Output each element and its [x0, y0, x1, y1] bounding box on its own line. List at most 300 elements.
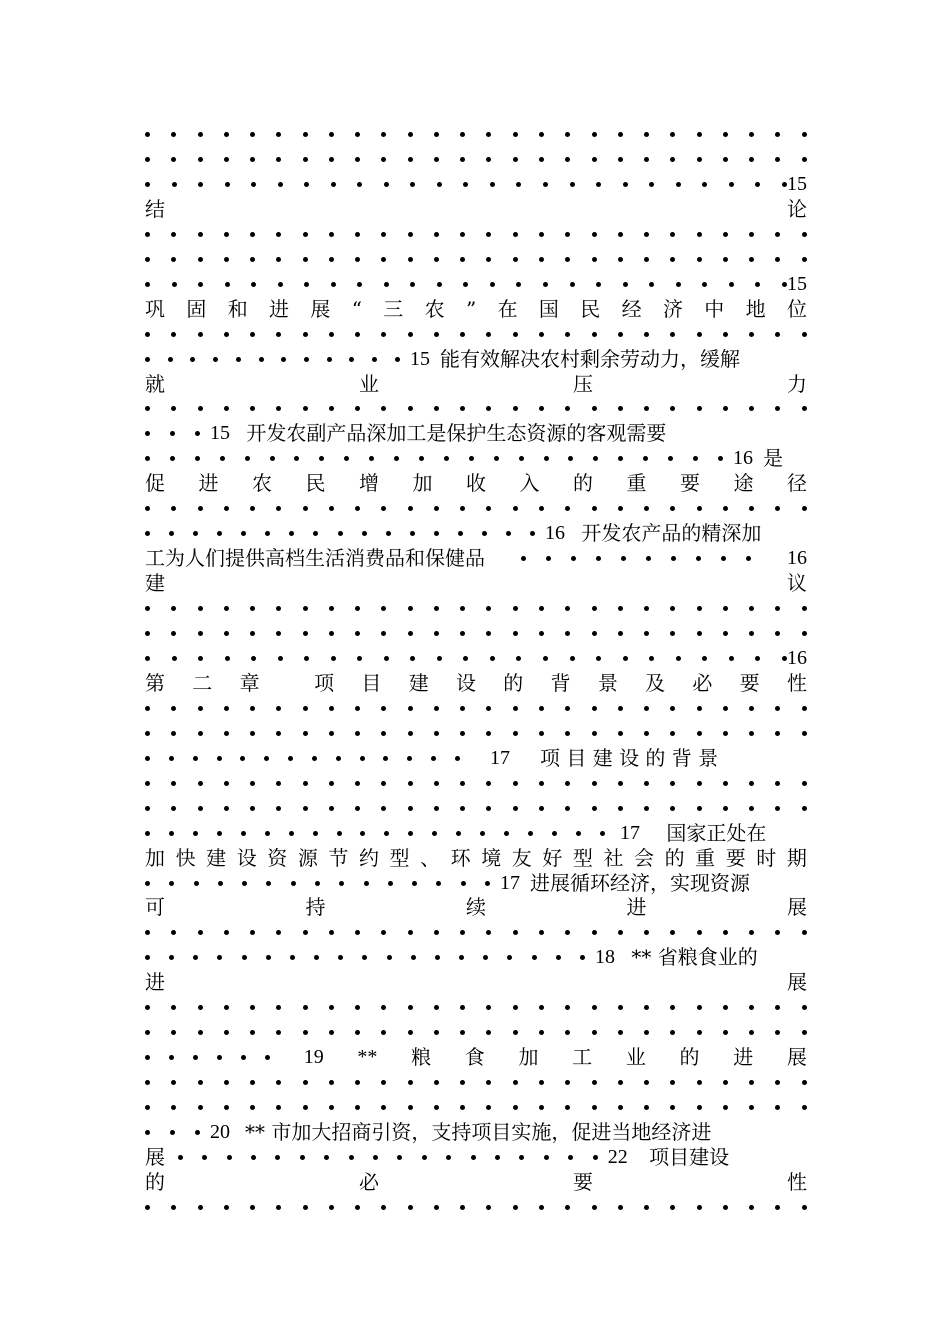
- leader-dot: [592, 257, 597, 262]
- leader-dot: [592, 132, 597, 137]
- leader-dot: [172, 282, 177, 287]
- leader-dot: [513, 506, 518, 511]
- leader-dot: [250, 781, 255, 786]
- toc-line: [145, 746, 807, 771]
- leader-dot: [435, 955, 440, 960]
- leader-dot: [303, 1205, 308, 1210]
- leader-dot: [251, 1155, 256, 1160]
- leader-dot: [723, 806, 728, 811]
- leader-dot: [782, 282, 787, 287]
- leader-dot: [329, 257, 334, 262]
- leader-dot: [145, 232, 150, 237]
- leader-dot: [408, 781, 413, 786]
- leader-dot: [749, 257, 754, 262]
- toc-line: [145, 1020, 807, 1045]
- leader-dot: [338, 955, 343, 960]
- leader-dot: [670, 1030, 675, 1035]
- leader-dot: [618, 456, 623, 461]
- leader-dot: [592, 781, 597, 786]
- leader-dot: [460, 1030, 465, 1035]
- leader-dot: [193, 1055, 198, 1060]
- toc-text: 持: [305, 895, 326, 919]
- leader-dot: [513, 930, 518, 935]
- leader-dot: [434, 706, 439, 711]
- leader-dot: [319, 456, 324, 461]
- leader-dot: [592, 1105, 597, 1110]
- leader-dot: [571, 556, 576, 561]
- toc-text: ** 省粮食业的: [625, 945, 758, 969]
- leader-dot: [565, 606, 570, 611]
- leader-dot: [355, 781, 360, 786]
- leader-dot: [276, 506, 281, 511]
- leader-dot: [697, 606, 702, 611]
- leader-dot: [408, 831, 413, 836]
- leader-dot: [565, 1205, 570, 1210]
- leader-dot: [721, 556, 726, 561]
- toc-text: 加: [412, 471, 433, 495]
- leader-dot: [224, 781, 229, 786]
- leader-dot: [644, 157, 649, 162]
- leader-dot: [775, 332, 780, 337]
- leader-dot: [198, 406, 203, 411]
- dot-leader: [145, 1105, 807, 1110]
- toc-line: [145, 147, 807, 172]
- leader-dot: [802, 132, 807, 137]
- toc-text: 固: [186, 297, 207, 321]
- leader-dot: [224, 406, 229, 411]
- leader-dot: [490, 282, 495, 287]
- leader-dot: [265, 531, 270, 536]
- leader-dot: [670, 1005, 675, 1010]
- toc-text: 业: [359, 372, 379, 396]
- leader-dot: [697, 1205, 702, 1210]
- leader-dot: [250, 806, 255, 811]
- leader-dot: [384, 182, 389, 187]
- leader-dot: [198, 132, 203, 137]
- toc-text: 社: [603, 846, 624, 870]
- leader-dot: [749, 1105, 754, 1110]
- leader-dot: [276, 606, 281, 611]
- leader-dot: [434, 606, 439, 611]
- leader-dot: [618, 606, 623, 611]
- leader-dot: [145, 731, 150, 736]
- leader-dot: [198, 631, 203, 636]
- toc-line: [145, 521, 807, 546]
- leader-dot: [171, 257, 176, 262]
- leader-dot: [276, 232, 281, 237]
- leader-dot: [802, 631, 807, 636]
- leader-dot: [408, 1005, 413, 1010]
- toc-text: 加: [145, 846, 165, 870]
- toc-line: [145, 1195, 807, 1220]
- dot-leader: [145, 282, 787, 287]
- dot-leader: [145, 357, 400, 362]
- toc-line: [145, 546, 807, 571]
- leader-dot: [543, 182, 548, 187]
- leader-dot: [486, 1105, 491, 1110]
- leader-dot: [618, 930, 623, 935]
- leader-dot: [329, 1105, 334, 1110]
- leader-dot: [482, 531, 487, 536]
- leader-dot: [749, 506, 754, 511]
- leader-dot: [565, 332, 570, 337]
- leader-dot: [592, 731, 597, 736]
- leader-dot: [723, 1080, 728, 1085]
- toc-line: [145, 721, 807, 746]
- leader-dot: [697, 806, 702, 811]
- leader-dot: [644, 1030, 649, 1035]
- dot-leader: [145, 706, 807, 711]
- leader-dot: [291, 881, 296, 886]
- toc-text: 源: [297, 846, 318, 870]
- leader-dot: [444, 456, 449, 461]
- leader-dot: [592, 157, 597, 162]
- leader-dot: [383, 756, 388, 761]
- leader-dot: [145, 706, 150, 711]
- leader-dot: [521, 556, 526, 561]
- leader-dot: [592, 806, 597, 811]
- toc-line: [145, 970, 807, 995]
- leader-dot: [486, 781, 491, 786]
- toc-text: 二: [192, 671, 213, 695]
- leader-dot: [315, 881, 320, 886]
- leader-dot: [592, 1005, 597, 1010]
- leader-dot: [749, 406, 754, 411]
- page-number: 15: [200, 422, 240, 444]
- leader-dot: [749, 781, 754, 786]
- leader-dot: [198, 232, 203, 237]
- leader-dot: [329, 157, 334, 162]
- leader-dot: [381, 1080, 386, 1085]
- leader-dot: [329, 731, 334, 736]
- page-number: 17: [605, 822, 660, 844]
- leader-dot: [224, 731, 229, 736]
- leader-dot: [729, 182, 734, 187]
- dot-leader: [178, 1155, 598, 1160]
- toc-text: 位: [786, 297, 807, 321]
- leader-dot: [749, 930, 754, 935]
- leader-dot: [644, 806, 649, 811]
- leader-dot: [276, 1205, 281, 1210]
- leader-dot: [513, 232, 518, 237]
- leader-dot: [802, 606, 807, 611]
- leader-dot: [303, 1005, 308, 1010]
- leader-dot: [329, 1205, 334, 1210]
- leader-dot: [539, 157, 544, 162]
- leader-dot: [224, 1205, 229, 1210]
- leader-dot: [592, 506, 597, 511]
- leader-dot: [170, 456, 175, 461]
- leader-dot: [266, 955, 271, 960]
- leader-dot: [145, 531, 150, 536]
- leader-dot: [329, 606, 334, 611]
- toc-text: 资: [267, 846, 288, 870]
- leader-dot: [408, 132, 413, 137]
- leader-dot: [670, 930, 675, 935]
- toc-line: [145, 372, 807, 397]
- leader-dot: [224, 930, 229, 935]
- leader-dot: [644, 257, 649, 262]
- leader-dot: [723, 157, 728, 162]
- toc-text: 增: [359, 471, 379, 495]
- toc-text: “: [351, 297, 362, 321]
- leader-dot: [618, 631, 623, 636]
- leader-dot: [408, 1105, 413, 1110]
- leader-dot: [618, 781, 623, 786]
- leader-dot: [171, 731, 176, 736]
- leader-dot: [592, 606, 597, 611]
- leader-dot: [276, 731, 281, 736]
- leader-dot: [241, 531, 246, 536]
- leader-dot: [723, 406, 728, 411]
- toc-text: 促: [145, 471, 165, 495]
- leader-dot: [463, 182, 468, 187]
- leader-dot: [539, 781, 544, 786]
- toc-text: 民: [305, 471, 326, 495]
- leader-dot: [618, 506, 623, 511]
- leader-dot: [544, 1155, 549, 1160]
- leader-dot: [304, 357, 309, 362]
- leader-dot: [513, 806, 518, 811]
- leader-dot: [723, 1105, 728, 1110]
- leader-dot: [775, 706, 780, 711]
- leader-dot: [565, 1005, 570, 1010]
- leader-dot: [565, 506, 570, 511]
- leader-dot: [434, 731, 439, 736]
- leader-dot: [171, 606, 176, 611]
- leader-dot: [419, 456, 424, 461]
- leader-dot: [618, 232, 623, 237]
- leader-dot: [697, 1080, 702, 1085]
- leader-dot: [570, 182, 575, 187]
- leader-dot: [250, 232, 255, 237]
- leader-dot: [381, 406, 386, 411]
- leader-dot: [565, 257, 570, 262]
- leader-dot: [670, 257, 675, 262]
- leader-dot: [670, 1105, 675, 1110]
- leader-dot: [723, 506, 728, 511]
- toc-text: 展: [787, 970, 807, 994]
- leader-dot: [278, 656, 283, 661]
- leader-dot: [381, 1005, 386, 1010]
- leader-dot: [190, 357, 195, 362]
- leader-dot: [250, 1080, 255, 1085]
- leader-dot: [410, 182, 415, 187]
- toc-text: 巩: [145, 297, 165, 321]
- leader-dot: [360, 756, 365, 761]
- toc-text: 开发农产品的精深加: [575, 521, 762, 545]
- leader-dot: [303, 806, 308, 811]
- leader-dot: [775, 157, 780, 162]
- leader-dot: [513, 1005, 518, 1010]
- leader-dot: [649, 282, 654, 287]
- toc-text: 和: [227, 297, 248, 321]
- leader-dot: [802, 332, 807, 337]
- leader-dot: [539, 406, 544, 411]
- leader-dot: [486, 232, 491, 237]
- leader-dot: [198, 1105, 203, 1110]
- toc-text: 是: [763, 446, 783, 470]
- toc-text: 食: [464, 1045, 485, 1069]
- leader-dot: [670, 731, 675, 736]
- toc-text: 工: [572, 1045, 593, 1069]
- leader-dot: [339, 881, 344, 886]
- leader-dot: [422, 1155, 427, 1160]
- leader-dot: [644, 631, 649, 636]
- leader-dot: [381, 232, 386, 237]
- leader-dot: [408, 806, 413, 811]
- leader-dot: [198, 806, 203, 811]
- leader-dot: [565, 157, 570, 162]
- dot-leader: [145, 756, 460, 761]
- page-number: 16: [723, 447, 763, 469]
- leader-dot: [618, 706, 623, 711]
- leader-dot: [749, 132, 754, 137]
- leader-dot: [329, 1080, 334, 1085]
- toc-text: 民: [580, 297, 601, 321]
- leader-dot: [539, 606, 544, 611]
- leader-dot: [276, 806, 281, 811]
- leader-dot: [250, 1105, 255, 1110]
- leader-dot: [749, 157, 754, 162]
- leader-dot: [693, 456, 698, 461]
- toc-text: 济: [662, 297, 683, 321]
- dot-leader: [145, 781, 807, 786]
- dot-leader: [145, 831, 605, 836]
- leader-dot: [145, 406, 150, 411]
- leader-dot: [644, 1205, 649, 1210]
- leader-dot: [516, 656, 521, 661]
- leader-dot: [565, 731, 570, 736]
- leader-dot: [240, 756, 245, 761]
- leader-dot: [145, 1130, 150, 1135]
- leader-dot: [198, 332, 203, 337]
- leader-dot: [381, 132, 386, 137]
- leader-dot: [172, 182, 177, 187]
- leader-dot: [446, 1155, 451, 1160]
- leader-dot: [749, 731, 754, 736]
- page-number: 16: [535, 522, 575, 544]
- page-number: 19: [303, 1046, 324, 1068]
- leader-dot: [775, 930, 780, 935]
- leader-dot: [250, 930, 255, 935]
- dot-leader: [145, 406, 807, 411]
- leader-dot: [329, 132, 334, 137]
- leader-dot: [224, 1105, 229, 1110]
- leader-dot: [224, 1005, 229, 1010]
- toc-text: 背: [550, 671, 571, 695]
- leader-dot: [513, 132, 518, 137]
- leader-dot: [434, 930, 439, 935]
- leader-dot: [362, 531, 367, 536]
- leader-dot: [250, 1205, 255, 1210]
- dot-leader: [521, 556, 751, 561]
- leader-dot: [168, 357, 173, 362]
- leader-dot: [486, 631, 491, 636]
- leader-dot: [495, 1155, 500, 1160]
- leader-dot: [304, 656, 309, 661]
- toc-text: 及: [645, 671, 666, 695]
- leader-dot: [278, 182, 283, 187]
- leader-dot: [169, 955, 174, 960]
- leader-dot: [539, 506, 544, 511]
- leader-dot: [570, 282, 575, 287]
- leader-dot: [386, 531, 391, 536]
- toc-text: 展: [786, 1045, 807, 1069]
- leader-dot: [171, 1105, 176, 1110]
- leader-dot: [618, 157, 623, 162]
- toc-text: 粮: [411, 1045, 432, 1069]
- leader-dot: [276, 1105, 281, 1110]
- leader-dot: [775, 1205, 780, 1210]
- toc-text: 要: [725, 846, 746, 870]
- dot-leader: [145, 1005, 807, 1010]
- leader-dot: [384, 282, 389, 287]
- leader-dot: [145, 955, 150, 960]
- toc-text: 会: [634, 846, 654, 870]
- leader-dot: [618, 332, 623, 337]
- leader-dot: [381, 806, 386, 811]
- leader-dot: [643, 456, 648, 461]
- toc-text: 展: [787, 895, 807, 919]
- leader-dot: [224, 157, 229, 162]
- leader-dot: [434, 1205, 439, 1210]
- leader-dot: [303, 232, 308, 237]
- toc-line: [145, 696, 807, 721]
- toc-text: 第: [145, 671, 165, 695]
- page-number: 17: [460, 747, 540, 769]
- leader-dot: [408, 731, 413, 736]
- dot-leader: [145, 955, 585, 960]
- leader-dot: [355, 232, 360, 237]
- leader-dot: [649, 656, 654, 661]
- toc-text: 要: [739, 671, 760, 695]
- leader-dot: [434, 1005, 439, 1010]
- leader-dot: [463, 656, 468, 661]
- leader-dot: [145, 831, 150, 836]
- toc-line: [145, 796, 807, 821]
- leader-dot: [304, 282, 309, 287]
- toc-line: [145, 621, 807, 646]
- leader-dot: [486, 257, 491, 262]
- leader-dot: [198, 606, 203, 611]
- leader-dot: [782, 656, 787, 661]
- leader-dot: [171, 1080, 176, 1085]
- leader-dot: [171, 332, 176, 337]
- leader-dot: [329, 232, 334, 237]
- toc-line: [145, 995, 807, 1020]
- leader-dot: [775, 731, 780, 736]
- leader-dot: [434, 531, 439, 536]
- leader-dot: [593, 456, 598, 461]
- leader-dot: [723, 332, 728, 337]
- leader-dot: [198, 656, 203, 661]
- leader-dot: [539, 631, 544, 636]
- leader-dot: [746, 556, 751, 561]
- leader-dot: [276, 1005, 281, 1010]
- leader-dot: [169, 1055, 174, 1060]
- leader-dot: [145, 930, 150, 935]
- leader-dot: [802, 706, 807, 711]
- leader-dot: [381, 631, 386, 636]
- toc-text: 进: [198, 471, 219, 495]
- leader-dot: [644, 132, 649, 137]
- leader-dot: [145, 756, 150, 761]
- dot-leader: [145, 332, 807, 337]
- toc-text: 必: [359, 1170, 379, 1194]
- toc-text: 项目建设: [642, 1145, 730, 1169]
- toc-text: 友: [511, 846, 532, 870]
